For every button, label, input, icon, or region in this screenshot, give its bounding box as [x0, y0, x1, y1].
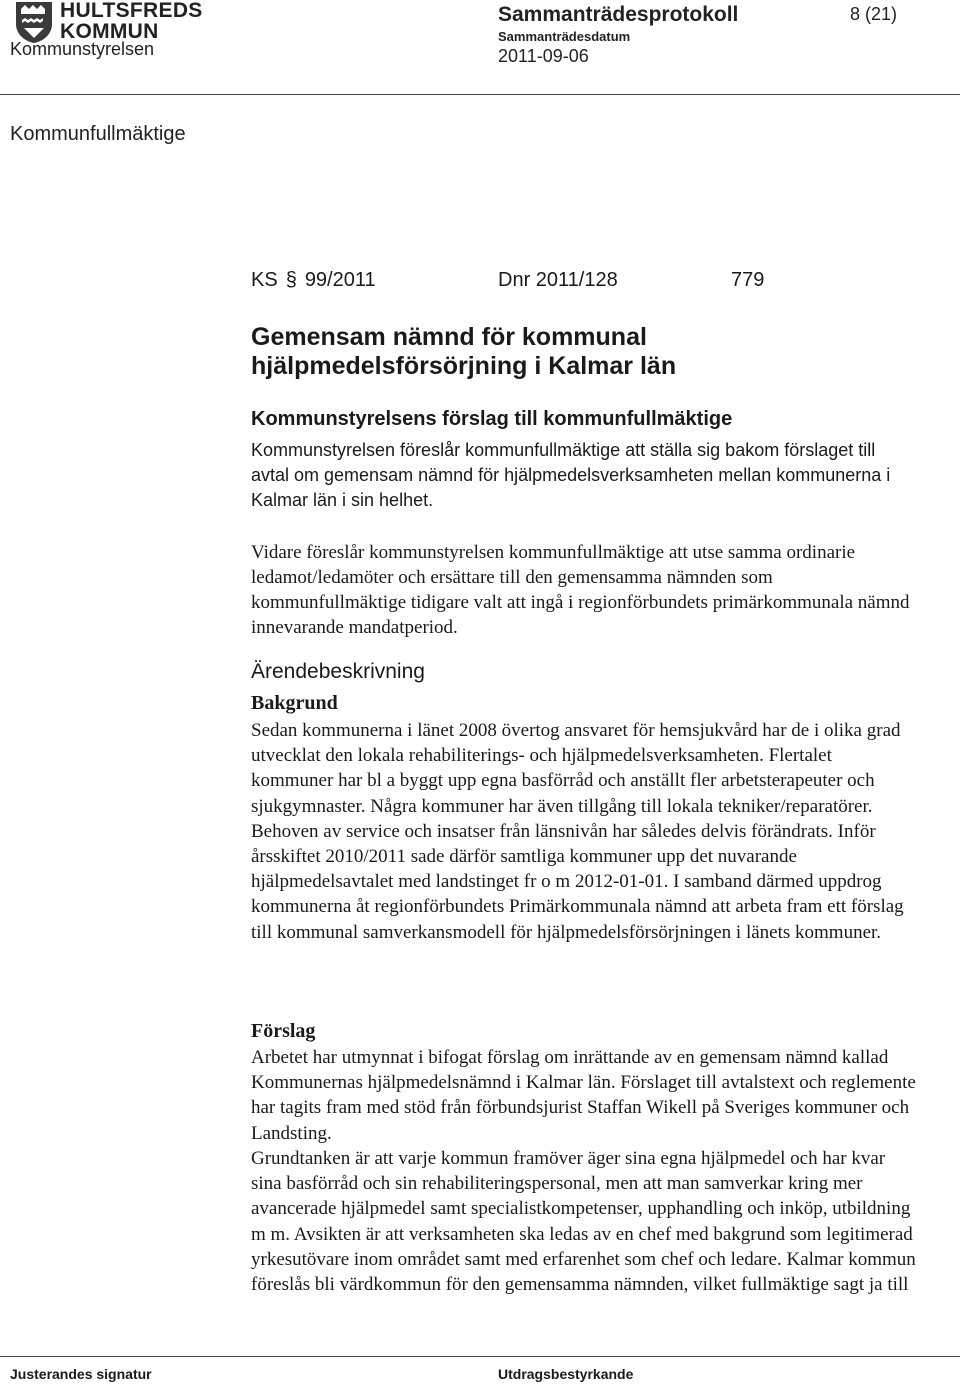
case-prefix: KS — [251, 269, 278, 291]
meeting-date-label: Sammanträdesdatum — [498, 29, 631, 44]
description-heading: Ärendebeskrivning — [251, 660, 425, 683]
proposal-paragraph: Kommunstyrelsen föreslår kommunfullmäktige att ställa sig bakom förslaget till avtal om gemensam nämnd för hjälpmedelsverksamheten mellan kommunerna i Kalmar län i sin helhet. — [251, 440, 891, 510]
case-number: 99/2011 — [304, 269, 376, 291]
background-heading: Bakgrund — [251, 692, 338, 714]
proposal-section-heading: Förslag — [251, 1020, 316, 1042]
matter-title: Gemensam nämnd för kommunal hjälpmedelsförsörjning i Kalmar län — [251, 323, 677, 380]
page-number: 8 (21) — [850, 4, 898, 24]
committee-name: Kommunstyrelsen — [10, 39, 155, 59]
proposal-paragraph-2: Vidare föreslår kommunstyrelsen kommunfullmäktige att utse samma ordinarie ledamot/ledamöter och ersättare till den gemensamma nämnden som kommunfullmäktige tidigare valt att ingå i regionförbundets primärkommunala nämnd innevarande mandatperiod. — [251, 542, 910, 638]
meeting-date-value: 2011-09-06 — [498, 46, 589, 66]
archive-number: 779 — [731, 269, 765, 291]
diary-number: Dnr 2011/128 — [498, 269, 618, 291]
case-reference — [251, 269, 376, 292]
addressee: Kommunfullmäktige — [10, 123, 186, 145]
coat-of-arms-icon — [16, 2, 52, 43]
certification-label: Utdragsbestyrkande — [498, 1366, 634, 1382]
header-divider — [0, 94, 960, 95]
section-sign: § — [285, 269, 297, 291]
proposal-section-paragraph-2: Grundtanken är att varje kommun framöver äger sina egna hjälpmedel och har kvar sina basförråd och sin rehabiliteringspersonal, men att man samverkar kring mer avancerade hjälpmedel samt specialistkompetenser, upphandling och inköp, utbildning m m. Avsikten är att verksamheten ska ledas av en chef med bakgrund som legitimerad yrkesutövare inom området samt med erfarenhet som chef och ledare. Kalmar kommun föreslås bli värdkommun för den gemensamma nämnden, vilket fullmäktige sagt ja till — [251, 1148, 916, 1296]
background-paragraph: Sedan kommunerna i länet 2008 övertog ansvaret för hemsjukvård har de i olika grad utvecklat den lokala rehabiliterings- och hjälpmedelsverksamheten. Flertalet kommuner har bl a byggt upp egna basförråd och anställt fler arbetsterapeuter och sjukgymnaster. Några kommuner har även tillgång till lokala tekniker/reparatörer. Behoven av service och insatser från länsnivån har således delvis förändrats. Inför årsskiftet 2010/2011 sade därför samtliga kommuner upp det nuvarande hjälpmedelsavtalet med landstinget fr o m 2012-01-01. I samband därmed uppdrog kommunerna åt regionförbundets Primärkommunala nämnd att arbeta fram ett förslag till kommunal samverkansmodell för hjälpmedelsförsörjningen i länets kommuner. — [251, 720, 904, 943]
signature-label: Justerandes signatur — [10, 1366, 152, 1382]
proposal-heading: Kommunstyrelsens förslag till kommunfullmäktige — [251, 408, 733, 430]
org-name-line2: KOMMUN — [60, 20, 159, 43]
org-name-line1: HULTSFREDS — [60, 0, 203, 22]
footer-divider — [0, 1356, 960, 1357]
proposal-section-paragraph-1: Arbetet har utmynnat i bifogat förslag om inrättande av en gemensam nämnd kallad Kommunernas hjälpmedelsnämnd i Kalmar län. Förslaget till avtalstext och reglemente har tagits fram med stöd från förbundsjurist Staffan Wikell på Sveriges kommuner och Landsting. — [251, 1047, 916, 1144]
document-type: Sammanträdesprotokoll — [498, 3, 739, 26]
